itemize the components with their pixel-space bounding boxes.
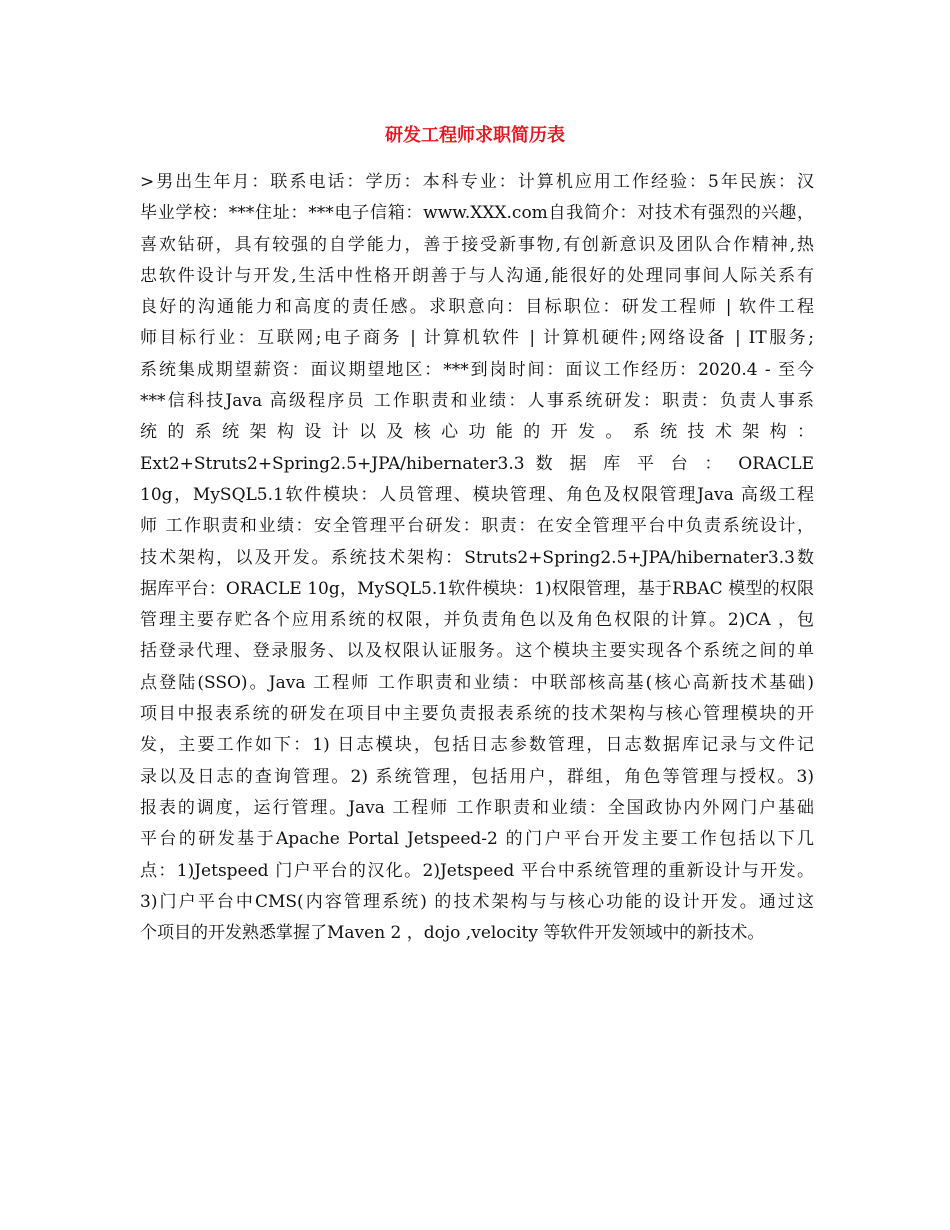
body-line: 3)门户平台中CMS(内容管理系统) 的技术架构与与核心功能的设计开发。通过这 <box>140 891 814 912</box>
body-line: 录以及日志的查询管理。2) 系统管理，包括用户，群组，角色等管理与授权。3) <box>140 766 814 787</box>
resume-body <box>140 167 814 949</box>
body-line: 忠软件设计与开发,生活中性格开朗善于与人沟通,能很好的处理同事间人际关系有 <box>140 265 814 286</box>
body-line: 技术架构，以及开发。系统技术架构：Struts2+Spring2.5+JPA/hibernater3.3数 <box>140 547 814 568</box>
body-line: 报表的调度，运行管理。Java 工程师 工作职责和业绩：全国政协内外网门户基础 <box>140 797 814 818</box>
body-line: 毕业学校：***住址：***电子信箱：www.XXX.com自我简介：对技术有强烈的兴趣， <box>140 203 814 224</box>
body-line: 点登陆(SSO)。Java 工程师 工作职责和业绩：中联部核高基(核心高新技术基础) <box>140 672 814 693</box>
body-line: ***信科技Java 高级程序员 工作职责和业绩：人事系统研发：职责：负责人事系 <box>140 391 814 412</box>
body-line: 10g，MySQL5.1软件模块：人员管理、模块管理、角色及权限管理Java 高级工程 <box>140 484 814 505</box>
body-line: Ext2+Struts2+Spring2.5+JPA/hibernater3.3 数 据 库 平 台 ： ORACLE <box>140 453 814 474</box>
body-line: 师目标行业：互联网;电子商务 | 计算机软件 | 计算机硬件;网络设备 | IT服务; <box>140 328 814 349</box>
body-line: 括登录代理、登录服务、以及权限认证服务。这个模块主要实现各个系统之间的单 <box>140 641 814 662</box>
body-line: 良好的沟通能力和高度的责任感。求职意向：目标职位：研发工程师 | 软件工程 <box>140 297 814 318</box>
body-line: 个项目的开发熟悉掌握了Maven 2 ，dojo ,velocity 等软件开发领域中的新技术。 <box>140 923 765 944</box>
body-line: 项目中报表系统的研发在项目中主要负责报表系统的技术架构与核心管理模块的开 <box>140 704 814 725</box>
body-line: 据库平台：ORACLE 10g，MySQL5.1软件模块：1)权限管理，基于RBAC 模型的权限 <box>140 578 814 599</box>
body-line: 平台的研发基于Apache Portal Jetspeed-2 的门户平台开发主要工作包括以下几 <box>140 829 814 850</box>
body-line: 发，主要工作如下：1) 日志模块，包括日志参数管理，日志数据库记录与文件记 <box>140 735 814 756</box>
body-line: 喜欢钻研，具有较强的自学能力，善于接受新事物,有创新意识及团队合作精神,热 <box>140 234 814 255</box>
page-title: 研发工程师求职简历表 <box>385 125 565 146</box>
body-line: >男出生年月：联系电话：学历：本科专业：计算机应用工作经验：5年民族：汉 <box>140 172 814 192</box>
body-line: 统 的 系 统 架 构 设 计 以 及 核 心 功 能 的 开 发 。 系 统 技 术 架 构 ： <box>140 422 814 443</box>
body-line: 系统集成期望薪资：面议期望地区：***到岗时间：面议工作经历：2020.4 - 至今 <box>140 359 814 380</box>
body-line: 点：1)Jetspeed 门户平台的汉化。2)Jetspeed 平台中系统管理的重新设计与开发。 <box>140 860 814 881</box>
body-line: 管理主要存贮各个应用系统的权限，并负责角色以及角色权限的计算。2)CA ，包 <box>140 610 814 631</box>
body-line: 师 工作职责和业绩：安全管理平台研发：职责：在安全管理平台中负责系统设计， <box>140 516 814 537</box>
